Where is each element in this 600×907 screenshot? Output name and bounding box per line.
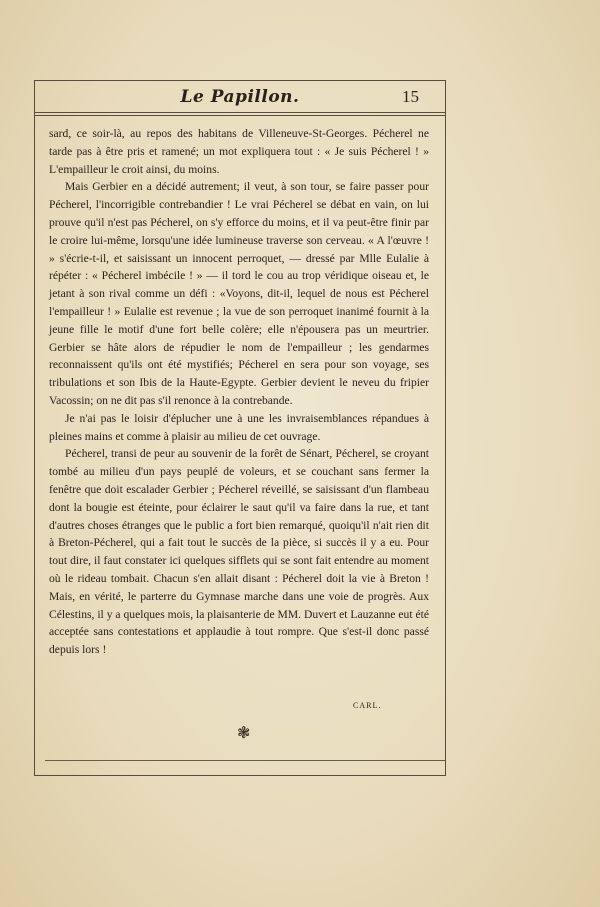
page-number: 15	[402, 87, 419, 106]
paragraph: Je n'ai pas le loisir d'éplucher une à une les invraisemblances répandues à pleines mains et comme à plaisir au milieu de cet ouvrage.	[49, 411, 429, 443]
paragraph: Pécherel, transi de peur au souvenir de la forêt de Sénart, Pécherel, se croyant tombé au milieu d'un pays peuplé de voleurs, et se couchant sans fermer la fenêtre que doit escalader Gerbier ; Pécherel réveillé, se saisissant d'un flambeau dont la bougie est éteinte, pour éclairer le saut qu'il va faire dans la rue, et tant d'autres choses étranges que le public a fort bien remarqué, quoiqu'il n'ait rien dit à Breton-Pécherel, qui a fait tout le succès de la pièce, si succès il y a eu. Pour tout dire, il faut constater ici quelques sifflets qui se sont fait entendre au moment où le rideau tombait. Chacun s'en allait disant : Pécherel doit la vie à Breton ! Mais, en vérité, le parterre du Gymnase marche dans une voie de progrès. Aux Célestins, il y a quelques mois, la plaisanterie de MM. Duvert et Lauzanne eut été acceptée sans contestations et applaudie à tout rompre. Que s'est-il donc passé depuis lors !	[49, 447, 429, 657]
ornament-icon: ❃	[237, 723, 251, 742]
running-title: Le Papillon.	[180, 87, 300, 107]
header-rule	[35, 112, 445, 116]
article-body	[49, 125, 429, 659]
footer-rule	[45, 760, 445, 761]
paragraph: sard, ce soir-là, au repos des habitans de Villeneuve-St-Georges. Pécherel ne tarde pas à être pris et ramené; un mot expliquera tout : « Je suis Pécherel ! » L'empailleur le croit ainsi, du moins.	[49, 127, 429, 176]
paragraph: Mais Gerbier en a décidé autrement; il veut, à son tour, se faire passer pour Pécherel, l'incorrigible contrebandier ! Le vrai Pécherel se débat en vain, on lui prouve qu'il n'est pas Pécherel, on s'y efforce du moins, et il va peut-être finir par le croire lui-même, lorsqu'une idée lumineuse traverse son cerveau. « A l'œuvre ! » s'écrie-t-il, et saisissant un innocent perroquet, — dressé par Mlle Eulalie à répéter : « Pécherel imbécile ! » — il tord le cou au trop véridique oiseau et, le jetant à son rival comme un défi : «Voyons, dit-il, lequel de nous est Pécherel l'empailleur ! » Eulalie est revenue ; la vue de son perroquet inanimé fournit à la jeune fille le motif d'une fort belle colère; elle n'épousera pas un meurtrier. Gerbier se hâte alors de répudier le nom de l'empailleur ; les gendarmes reconnaissent qu'ils ont été mystifiés; Pécherel en sera pour son voyage, ses tribulations et son Ibis de la Haute-Egypte. Gerbier devient le neveu du fripier Vacossin; on ne dit pas s'il renonce à la contrebande.	[49, 180, 429, 407]
page-frame	[34, 80, 446, 776]
author-signature: CARL.	[353, 701, 382, 710]
